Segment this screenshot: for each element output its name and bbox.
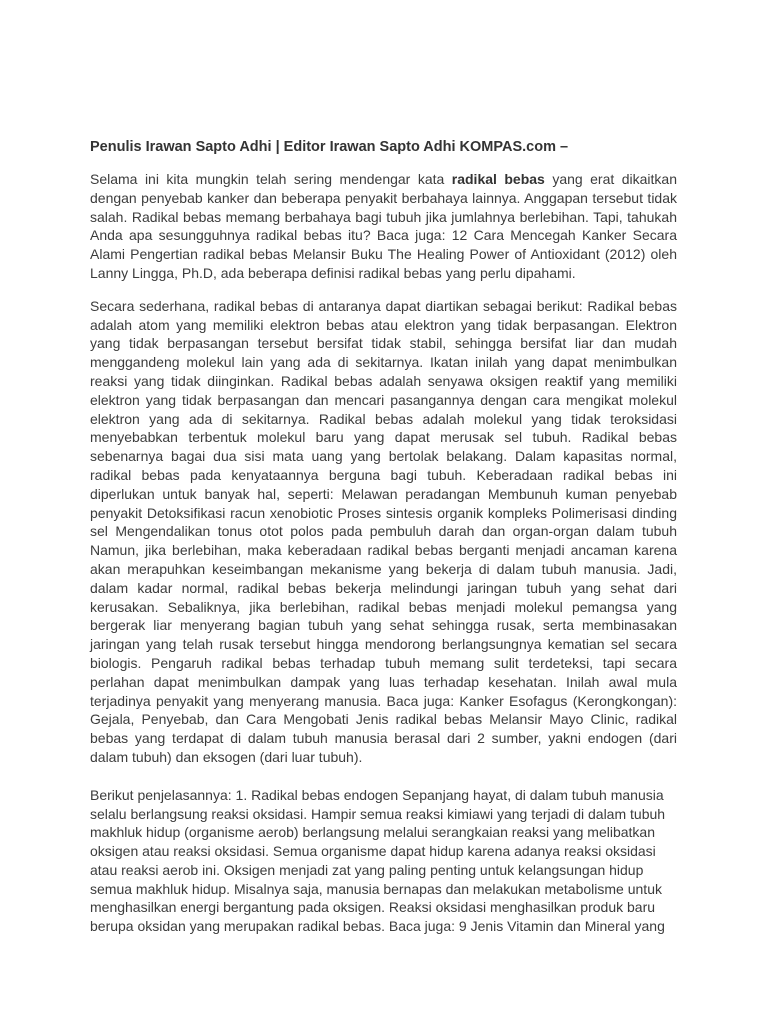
paragraph-intro-text-after: yang erat dikaitkan dengan penyebab kanker dan beberapa penyakit berbahaya lainnya. Anggapan tersebut tidak salah. Radikal bebas memang berbahaya bagi tubuh jika jumlahnya berlebihan. Tapi, tahukah Anda apa sesungguhnya radikal bebas itu? Baca juga: 12 Cara Mencegah Kanker Secara Alami Pengertian radikal bebas Melansir Buku The Healing Power of Antioxidant (2012) oleh Lanny Lingga, Ph.D, ada beberapa definisi radikal bebas yang perlu dipahami. [90, 171, 678, 281]
bold-keyword-radikal-bebas: radikal bebas [451, 171, 545, 187]
paragraph-intro [90, 170, 677, 283]
paragraph-intro-text-before: Selama ini kita mungkin telah sering mendengar kata [90, 171, 452, 187]
article-byline: Penulis Irawan Sapto Adhi | Editor Irawan Sapto Adhi KOMPAS.com – [90, 139, 569, 155]
paragraph-definition: Secara sederhana, radikal bebas di antaranya dapat diartikan sebagai berikut: Radikal bebas adalah atom yang memiliki elektron bebas atau elektron yang tidak berpasangan. Elektron yang tidak berpasangan tersebut bersifat tidak stabil, sehingga bersifat liar dan mudah menggandeng molekul lain yang ada di sekitarnya. Ikatan inilah yang dapat menimbulkan reaksi yang tidak diinginkan. Radikal bebas adalah senyawa oksigen reaktif yang memiliki elektron yang tidak berpasangan dan mencari pasangannya dengan cara mengikat molekul elektron yang ada di sekitarnya. Radikal bebas adalah molekul yang tidak teroksidasi menyebabkan terbentuk molekul baru yang dapat merusak sel tubuh. Radikal bebas sebenarnya bagai dua sisi mata uang yang bertolak belakang. Dalam kapasitas normal, radikal bebas pada kenyataannya berguna bagi tubuh. Keberadaan radikal bebas ini diperlukan untuk banyak hal, seperti: Melawan peradangan Membunuh kuman penyebab penyakit Detoksifikasi racun xenobiotic Proses sintesis organik kompleks Polimerisasi dinding sel Mengendalikan tonus otot polos pada pembuluh darah dan organ-organ dalam tubuh Namun, jika berlebihan, maka keberadaan radikal bebas berganti menjadi ancaman karena akan merapuhkan keseimbangan mekanisme yang bekerja di dalam tubuh manusia. Jadi, dalam kadar normal, radikal bebas bekerja melindungi jaringan tubuh yang sehat dari kerusakan. Sebaliknya, jika berlebihan, radikal bebas menjadi molekul pemangsa yang bergerak liar menyerang bagian tubuh yang sehat sehingga rusak, serta membinasakan jaringan yang telah rusak tersebut hingga mendorong berlangsungnya kematian sel secara biologis. Pengaruh radikal bebas terhadap tubuh memang sulit terdeteksi, tapi secara perlahan dapat menimbulkan dampak yang luas terhadap kesehatan. Inilah awal mula terjadinya penyakit yang menyerang manusia. Baca juga: Kanker Esofagus (Kerongkongan): Gejala, Penyebab, dan Cara Mengobati Jenis radikal bebas Melansir Mayo Clinic, radikal bebas yang terdapat di dalam tubuh manusia berasal dari 2 sumber, yakni endogen (dari dalam tubuh) dan eksogen (dari luar tubuh). [90, 297, 677, 765]
paragraph-endogen: Berikut penjelasannya: 1. Radikal bebas endogen Sepanjang hayat, di dalam tubuh manusia selalu berlangsung reaksi oksidasi. Hampir semua reaksi kimiawi yang terjadi di dalam tubuh makhluk hidup (organisme aerob) berlangsung melalui serangkaian reaksi yang melibatkan oksigen atau reaksi oksidasi. Semua organisme dapat hidup karena adanya reaksi oksidasi atau reaksi aerob ini. Oksigen menjadi zat yang paling penting untuk kelangsungan hidup semua makhluk hidup. Misalnya saja, manusia bernapas dan melakukan metabolisme untuk menghasilkan energi bergantung pada oksigen. Reaksi oksidasi menghasilkan produk baru berupa oksidan yang merupakan radikal bebas. Baca juga: 9 Jenis Vitamin dan Mineral yang [90, 786, 666, 935]
